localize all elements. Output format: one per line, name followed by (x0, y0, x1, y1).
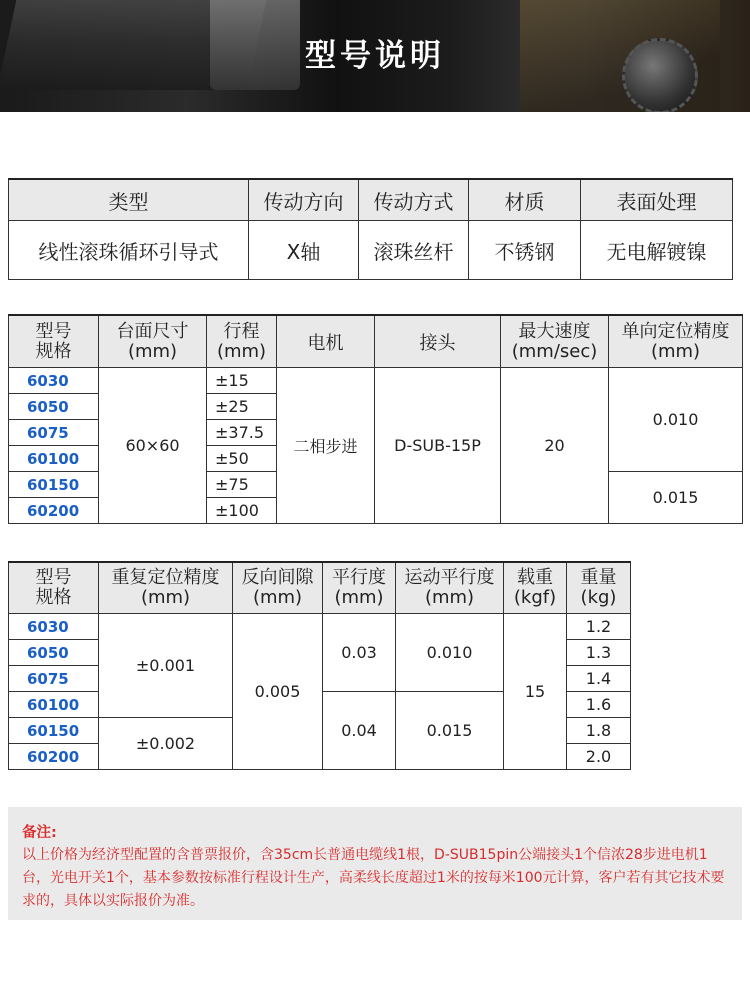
header-material: 材质 (469, 179, 581, 221)
header-motion-parallelism (396, 562, 504, 614)
repeat-cell: ±0.001 (99, 614, 233, 718)
stroke-cell: ±50 (207, 446, 277, 472)
stroke-cell: ±15 (207, 368, 277, 394)
cell-drive-method: 滚珠丝杆 (359, 221, 469, 280)
weight-cell: 2.0 (567, 744, 631, 770)
header-backlash-unit: (mm) (252, 587, 303, 608)
header-weight-label: 重量 (580, 567, 617, 588)
note-box (8, 807, 742, 920)
weight-cell: 1.6 (567, 692, 631, 718)
header-max-speed-unit: (mm/sec) (511, 340, 598, 362)
load-cell: 15 (504, 614, 567, 770)
motor-cell: 二相步进 (277, 368, 375, 524)
note-title: 备注: (22, 825, 57, 841)
model-cell: 6050 (9, 394, 99, 420)
header-table-size-label: 台面尺寸 (116, 320, 189, 342)
header-model (9, 315, 99, 368)
header-accuracy-unit: (mm) (650, 340, 701, 362)
header-stroke (207, 315, 277, 368)
repeat-cell: ±0.002 (99, 718, 233, 770)
header-weight-unit: (kg) (580, 587, 617, 608)
header-drive-method: 传动方式 (359, 179, 469, 221)
header-backlash-label: 反向间隙 (241, 567, 314, 588)
header-banner (0, 0, 750, 112)
connector-cell: D-SUB-15P (375, 368, 501, 524)
header-connector: 接头 (375, 315, 501, 368)
header-stroke-label: 行程 (223, 320, 260, 342)
page-title: 型号说明 (305, 38, 445, 74)
model-cell: 60150 (9, 718, 99, 744)
parallel-cell: 0.04 (323, 692, 396, 770)
header-load (504, 562, 567, 614)
header-parallel-label: 平行度 (332, 567, 386, 588)
header-parallel-unit: (mm) (334, 587, 384, 608)
header-surface: 表面处理 (581, 179, 733, 221)
stroke-cell: ±37.5 (207, 420, 277, 446)
header-model-label: 型号 (35, 567, 72, 588)
header-load-label: 载重 (517, 567, 553, 588)
cell-drive-direction: X轴 (249, 221, 359, 280)
header-motor: 电机 (277, 315, 375, 368)
table-size-cell: 60×60 (99, 368, 207, 524)
weight-cell: 1.8 (567, 718, 631, 744)
header-motion-parallel-label: 运动平行度 (404, 567, 495, 588)
header-stroke-unit: (mm) (216, 340, 267, 362)
cell-surface: 无电解镀镍 (581, 221, 733, 280)
header-load-unit: (kgf) (513, 587, 557, 608)
stroke-cell: ±100 (207, 498, 277, 524)
header-table-size (99, 315, 207, 368)
header-spec-label: 规格 (35, 587, 72, 608)
header-repeat-accuracy (99, 562, 233, 614)
speed-cell: 20 (501, 368, 609, 524)
header-drive-direction: 传动方向 (249, 179, 359, 221)
model-cell: 60150 (9, 472, 99, 498)
header-table-size-unit: (mm) (127, 340, 178, 362)
weight-cell: 1.2 (567, 614, 631, 640)
model-cell: 6030 (9, 368, 99, 394)
model-cell: 60100 (9, 692, 99, 718)
model-cell: 60100 (9, 446, 99, 472)
header-spec-label: 规格 (35, 340, 72, 362)
header-backlash (233, 562, 323, 614)
header-weight (567, 562, 631, 614)
note-body: 以上价格为经济型配置的含普票报价，含35cm长普通电缆线1根，D-SUB15pin公端接头1个信浓28步进电机1台，光电开关1个，基本参数按标准行程设计生产，高柔线长度超过1米的按每米100元计算，客户若有其它技术要求的，具体以实际报价为准。 (22, 847, 725, 909)
header-repeat-unit: (mm) (140, 587, 191, 608)
header-repeat-label: 重复定位精度 (111, 567, 220, 588)
accuracy-cell: 0.010 (609, 368, 743, 472)
header-parallelism (323, 562, 396, 614)
header-max-speed-label: 最大速度 (518, 320, 591, 342)
model-cell: 60200 (9, 498, 99, 524)
stroke-cell: ±75 (207, 472, 277, 498)
backlash-cell: 0.005 (233, 614, 323, 770)
cell-material: 不锈钢 (469, 221, 581, 280)
header-model (9, 562, 99, 614)
weight-cell: 1.3 (567, 640, 631, 666)
model-cell: 6075 (9, 666, 99, 692)
accuracy-cell: 0.015 (609, 472, 743, 524)
spec-table (8, 314, 743, 524)
motion-parallel-cell: 0.010 (396, 614, 504, 692)
model-cell: 6050 (9, 640, 99, 666)
header-motion-parallel-unit: (mm) (424, 587, 475, 608)
header-type: 类型 (9, 179, 249, 221)
model-cell: 6075 (9, 420, 99, 446)
header-model-label: 型号 (35, 320, 72, 342)
header-accuracy-label: 单向定位精度 (621, 320, 730, 342)
motion-parallel-cell: 0.015 (396, 692, 504, 770)
type-table (8, 178, 733, 280)
precision-table (8, 561, 631, 770)
parallel-cell: 0.03 (323, 614, 396, 692)
header-accuracy (609, 315, 743, 368)
cell-type: 线性滚珠循环引导式 (9, 221, 249, 280)
model-cell: 6030 (9, 614, 99, 640)
header-max-speed (501, 315, 609, 368)
stroke-cell: ±25 (207, 394, 277, 420)
model-cell: 60200 (9, 744, 99, 770)
weight-cell: 1.4 (567, 666, 631, 692)
